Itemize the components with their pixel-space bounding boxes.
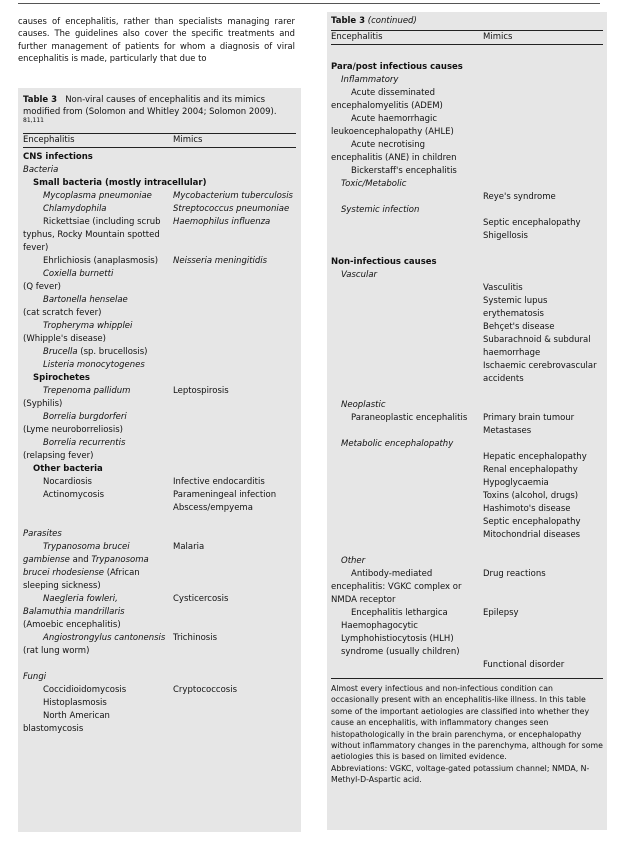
encephalitis-cell [23,684,173,697]
cell-text-fragment: Metabolic encephalopathy [341,439,454,449]
encephalitis-cell [331,516,483,529]
table-row [331,256,603,269]
cell-text-fragment: Renal encephalopathy [483,465,578,475]
cell-text-fragment: Bickerstaff's encephalitis [351,166,457,176]
cell-text-fragment: Trichinosis [173,633,218,643]
encephalitis-cell [331,620,483,659]
cell-text-fragment: Malaria [173,542,205,552]
encephalitis-cell [331,204,483,217]
table-label: Table 3 [23,95,58,105]
table-row [23,203,296,216]
encephalitis-cell [331,399,483,412]
encephalitis-cell [331,412,483,425]
encephalitis-cell [23,164,173,177]
cell-text-fragment: Vasculitis [483,283,523,293]
table-caption-continued [331,15,603,27]
encephalitis-cell [23,697,173,710]
cell-text-fragment: Chlamydophila [43,204,107,214]
encephalitis-cell [331,490,483,503]
col-header-encephalitis: Encephalitis [23,135,75,145]
encephalitis-cell [23,216,173,255]
table-row [23,489,296,502]
cell-text-fragment: Naegleria fowleri, Balamuthia mandrillaris [23,594,125,617]
table-row [331,490,603,503]
cell-text-fragment: Drug reactions [483,569,546,579]
table-row [23,177,296,190]
table-header-row [23,133,296,148]
mimics-cell [173,294,296,320]
mimics-cell [483,282,603,295]
mimics-cell [483,490,603,503]
table-body [23,151,296,736]
encephalitis-cell [331,230,483,243]
table-row [23,216,296,255]
mimics-cell [483,87,603,113]
encephalitis-cell [23,190,173,203]
encephalitis-cell [331,191,483,204]
cell-text-fragment: Cysticercosis [173,594,229,604]
encephalitis-cell [331,477,483,490]
encephalitis-cell [23,593,173,632]
cell-text-fragment: Haemophilus influenza [173,217,271,227]
mimics-cell [173,255,296,268]
table-row [23,502,296,515]
cell-text-fragment: Acute haemorrhagic leukoencephalopathy (AHLE) [331,114,454,137]
cell-text-fragment: Listeria monocytogenes [43,360,145,370]
mimics-cell [483,451,603,464]
table-row [331,48,603,61]
table-row [23,541,296,593]
cell-text-fragment: (sp. brucellosis) [77,347,148,357]
encephalitis-cell [331,555,483,568]
continued-label: (continued) [367,16,417,26]
table-row [331,217,603,230]
cell-text-fragment: Paraneoplastic encephalitis [351,413,468,423]
cell-text-fragment: North American blastomycosis [23,711,110,734]
cell-text-fragment: (Q fever) [23,282,62,292]
cell-text-fragment: Systemic infection [341,205,420,215]
cell-text-fragment: Hashimoto's disease [483,504,571,514]
cell-text-fragment: Behçet's disease [483,322,555,332]
mimics-cell [173,411,296,437]
mimics-cell [173,320,296,346]
encephalitis-cell [23,320,173,346]
mimics-cell [173,359,296,372]
table-row [331,464,603,477]
mimics-cell [173,502,296,515]
table-row [331,412,603,425]
table-row [23,268,296,294]
table-row [331,451,603,464]
table-row [23,476,296,489]
table-row [331,477,603,490]
col-header-mimics: Mimics [483,32,513,42]
encephalitis-cell [23,255,173,268]
cell-text-fragment: Hypoglycaemia [483,478,549,488]
encephalitis-cell [331,282,483,295]
encephalitis-cell [331,113,483,139]
cell-text-fragment: and [69,555,92,565]
table-row [331,620,603,659]
cell-text-fragment: Systemic lupus erythematosis [483,296,548,319]
encephalitis-cell [23,294,173,320]
encephalitis-cell [23,203,173,216]
mimics-cell [483,516,603,529]
cell-text-fragment: Ischaemic cerebrovascular accidents [483,361,597,384]
mimics-cell [483,230,603,243]
cell-text-fragment: (Amoebic encephalitis) [23,620,121,630]
table-row [331,191,603,204]
mimics-cell [483,191,603,204]
encephalitis-cell [331,568,483,607]
table-row [331,269,603,282]
table-caption-text: Non-viral causes of encephalitis and its mimics modified from (Solomon and Whitley 2004; Solomon 2009). [23,95,277,117]
table-row [331,529,603,542]
table-row [23,515,296,528]
encephalitis-cell [23,151,173,164]
cell-text-fragment: Encephalitis lethargica [351,608,448,618]
table-row [331,165,603,178]
encephalitis-cell [23,463,173,476]
cell-text-fragment: (Whipple's disease) [23,334,106,344]
table-row [23,294,296,320]
table-row [331,334,603,360]
cell-text-fragment: Abscess/empyema [173,503,253,513]
mimics-cell [483,204,603,217]
cell-text-fragment: Bartonella henselae [43,295,128,305]
table-label: Table 3 [331,16,366,26]
cell-text-fragment: Acute disseminated encephalomyelitis (ADEM) [331,88,443,111]
cell-text-fragment: Non-infectious causes [331,257,437,267]
mimics-cell [483,165,603,178]
encephalitis-cell [331,269,483,282]
encephalitis-cell [23,528,173,541]
encephalitis-cell [331,607,483,620]
encephalitis-cell [331,360,483,386]
page-top-rule [18,3,600,4]
encephalitis-cell [331,256,603,269]
cell-text-fragment: Acute necrotising encephalitis (ANE) in children [331,140,457,163]
mimics-cell [483,217,603,230]
cell-text-fragment: Coccidioidomycosis [43,685,127,695]
cell-text-fragment: (relapsing fever) [23,451,94,461]
table-row [331,399,603,412]
mimics-cell [483,295,603,321]
mimics-cell [173,268,296,294]
encephalitis-cell [331,74,483,87]
cell-text-fragment: Functional disorder [483,660,565,670]
mimics-cell [483,607,603,620]
mimics-cell [483,321,603,334]
table-row [331,295,603,321]
table-footnote [331,678,603,786]
cell-text-fragment: Toxins (alcohol, drugs) [483,491,579,501]
mimics-cell [483,412,603,425]
cell-text-fragment: Brucella [43,347,78,357]
mimics-cell [173,151,296,164]
cell-text-fragment: Nocardiosis [43,477,92,487]
mimics-cell [173,346,296,359]
cell-text-fragment: (Lyme neuroborreliosis) [23,425,123,435]
table-row [23,697,296,710]
mimics-cell [173,476,296,489]
table-row [331,87,603,113]
mimics-cell [483,464,603,477]
cell-text-fragment: Shigellosis [483,231,528,241]
table-row [331,230,603,243]
cell-text-fragment: Borrelia burgdorferi [43,412,127,422]
col-header-mimics: Mimics [173,135,203,145]
mimics-cell [173,528,296,541]
cell-text-fragment: Haemophagocytic Lymphohistiocytosis (HLH) syndrome (usually children) [341,621,460,657]
cell-text-fragment: Trypanosoma brucei rhodesiense [23,555,149,578]
table-row [331,204,603,217]
caption-refs: 81,111 [23,117,44,125]
table-row [331,321,603,334]
encephalitis-cell [331,529,483,542]
table-row [23,385,296,411]
table-row [23,346,296,359]
encephalitis-cell [331,334,483,360]
cell-text-fragment: Mycobacterium tuberculosis [173,191,293,201]
mimics-cell [173,203,296,216]
mimics-cell [483,113,603,139]
encephalitis-cell [23,346,173,359]
mimics-cell [173,489,296,502]
cell-text-fragment: Hepatic encephalopathy [483,452,587,462]
table-row [23,359,296,372]
table-row [331,659,603,672]
cell-text-fragment: Parasites [23,529,62,539]
table-row [23,463,296,476]
cell-text-fragment: Cryptococcosis [173,685,238,695]
mimics-cell [173,437,296,463]
encephalitis-cell [23,541,173,593]
intro-paragraph: causes of encephalitis, rather than specialists managing rarer causes. The guidelines also cover the specific treatments and further management of patients for whom a diagnosis of viral encephalitis is made, particularly that due to [18,16,295,63]
table-row [23,632,296,658]
mimics-cell [483,178,603,191]
cell-text-fragment: Mycoplasma pneumoniae [43,191,152,201]
table-row [331,425,603,438]
table-row [23,411,296,437]
mimics-cell [173,710,296,736]
table-row [331,542,603,555]
cell-text-fragment: Leptospirosis [173,386,229,396]
table-3-right [327,12,607,830]
mimics-cell [483,74,603,87]
cell-text-fragment: Rickettsiae (including scrub typhus, Rocky Mountain spotted fever) [23,217,161,253]
cell-text-fragment: Vascular [341,270,378,280]
cell-text-fragment: Streptococcus pneumoniae [173,204,290,214]
encephalitis-cell [23,489,173,502]
mimics-cell [483,503,603,516]
cell-text-fragment: Borrelia recurrentis [43,438,126,448]
mimics-cell [173,190,296,203]
table-row [23,437,296,463]
cell-text-fragment: Fungi [23,672,47,682]
table-row [331,282,603,295]
table-row [331,243,603,256]
encephalitis-cell [331,178,483,191]
mimics-cell [173,463,296,476]
table-row [23,164,296,177]
cell-text-fragment: (African sleeping sickness) [23,568,140,591]
mimics-cell [483,555,603,568]
cell-text-fragment: Other bacteria [33,464,103,474]
mimics-cell [483,438,603,451]
table-3-left [18,88,301,832]
cell-text-fragment: Septic encephalopathy [483,218,581,228]
table-row [331,503,603,516]
mimics-cell [483,334,603,360]
cell-text-fragment: Tropheryma whipplei [43,321,133,331]
table-row [331,113,603,139]
table-row [23,528,296,541]
cell-text-fragment: Other [341,556,366,566]
mimics-cell [483,568,603,607]
cell-text-fragment: CNS infections [23,152,93,162]
table-row [23,320,296,346]
cell-text-fragment: Spirochetes [33,373,90,383]
mimics-cell [483,659,603,672]
encephalitis-cell [23,411,173,437]
table-row [331,386,603,399]
encephalitis-cell [23,710,173,736]
mimics-cell [173,632,296,658]
mimics-cell [173,164,296,177]
cell-text-fragment: Neoplastic [341,400,386,410]
encephalitis-cell [331,425,483,438]
table-row [331,74,603,87]
encephalitis-cell [23,476,173,489]
table-row [331,61,603,74]
encephalitis-cell [331,503,483,516]
cell-text-fragment: (Syphilis) [23,399,63,409]
mimics-cell [483,529,603,542]
mimics-cell [173,697,296,710]
encephalitis-cell [331,321,483,334]
cell-text-fragment: Reye's syndrome [483,192,556,202]
encephalitis-cell [331,464,483,477]
cell-text-fragment: Actinomycosis [43,490,105,500]
mimics-cell [173,216,296,255]
cell-text-fragment: Trypanosoma brucei gambiense [23,542,130,565]
cell-text-fragment: Subarachnoid & subdural haemorrhage [483,335,591,358]
mimics-cell [483,139,603,165]
table-row [331,139,603,165]
mimics-cell [483,360,603,386]
cell-text-fragment: Parameningeal infection [173,490,277,500]
mimics-cell [173,541,296,593]
encephalitis-cell [23,437,173,463]
encephalitis-cell [331,438,483,451]
table-row [23,593,296,632]
encephalitis-cell [23,502,173,515]
mimics-cell [483,269,603,282]
table-row [23,710,296,736]
cell-text-fragment: Septic encephalopathy [483,517,581,527]
table-row [331,178,603,191]
cell-text-fragment: Para/post infectious causes [331,62,463,72]
table-row [23,255,296,268]
table-header-row [331,30,603,45]
mimics-cell [173,684,296,697]
encephalitis-cell [331,87,483,113]
cell-text-fragment: (cat scratch fever) [23,308,102,318]
table-body [331,48,603,672]
encephalitis-cell [331,451,483,464]
mimics-cell [173,593,296,632]
mimics-cell [483,399,603,412]
encephalitis-cell [23,359,173,372]
mimics-cell [483,620,603,659]
mimics-cell [173,372,296,385]
cell-text-fragment: Mitochondrial diseases [483,530,581,540]
col-header-encephalitis: Encephalitis [331,32,383,42]
encephalitis-cell [23,671,173,684]
cell-text-fragment: Primary brain tumour [483,413,575,423]
encephalitis-cell [23,385,173,411]
cell-text-fragment: Metastases [483,426,532,436]
table-row [23,671,296,684]
encephalitis-cell [23,268,173,294]
encephalitis-cell [331,217,483,230]
encephalitis-cell [331,295,483,321]
encephalitis-cell [23,372,173,385]
cell-text-fragment: Toxic/Metabolic [341,179,407,189]
mimics-cell [173,385,296,411]
abbreviations-text: Abbreviations: VGKC, voltage-gated potassium channel; NMDA, N-Methyl-D-Aspartic acid. [331,763,590,785]
table-row [23,658,296,671]
encephalitis-cell [331,659,483,672]
encephalitis-cell [23,632,173,658]
table-row [23,190,296,203]
table-row [23,372,296,385]
table-row [331,607,603,620]
cell-text-fragment: Histoplasmosis [43,698,107,708]
cell-text-fragment: Angiostrongylus cantonensis [43,633,166,643]
cell-text-fragment: Coxiella burnetti [43,269,114,279]
cell-text-fragment: Inflammatory [341,75,399,85]
cell-text-fragment: Ehrlichiosis (anaplasmosis) [43,256,159,266]
table-row [331,516,603,529]
encephalitis-cell [331,61,603,74]
cell-text-fragment: Neisseria meningitidis [173,256,268,266]
encephalitis-cell [23,177,296,190]
mimics-cell [483,425,603,438]
table-row [23,684,296,697]
table-row [331,360,603,386]
mimics-cell [483,477,603,490]
table-row [331,555,603,568]
encephalitis-cell [331,139,483,165]
table-row [331,568,603,607]
cell-text-fragment: Trepenoma pallidum [43,386,131,396]
cell-text-fragment: (rat lung worm) [23,646,90,656]
cell-text-fragment: Small bacteria (mostly intracellular) [33,178,207,188]
table-caption [23,94,296,130]
cell-text-fragment: Antibody-mediated encephalitis: VGKC complex or NMDA receptor [331,569,462,605]
table-row [331,438,603,451]
cell-text-fragment: Infective endocarditis [173,477,265,487]
footnote-text: Almost every infectious and non-infectious condition can occasionally present with an encephalitis-like illness. In this table some of the important aetiologies are classified into whether they cause an encephalitis, with inflammatory changes seen histopathologically in the brain parenchyma, or encephalopathy without inflammatory changes in the parenchyma, although for some aetiologies this is based on limited evidence. [331,684,603,762]
cell-text-fragment: Epilepsy [483,608,519,618]
table-row [23,151,296,164]
encephalitis-cell [331,165,483,178]
mimics-cell [173,671,296,684]
cell-text-fragment: Bacteria [23,165,59,175]
